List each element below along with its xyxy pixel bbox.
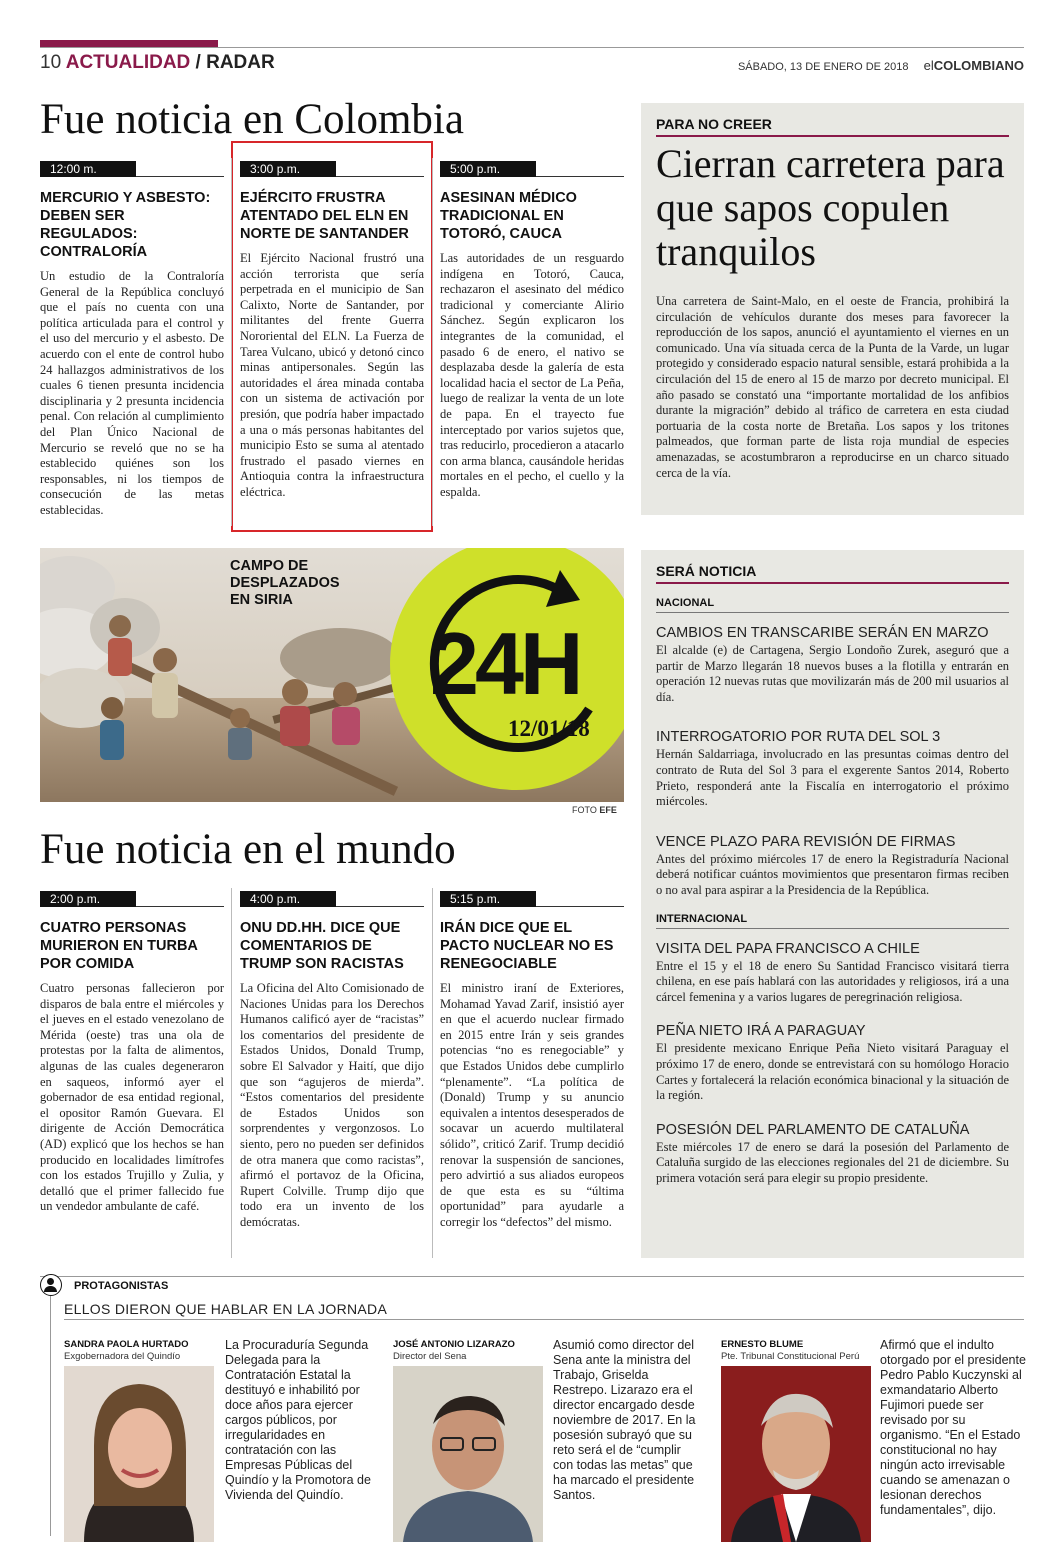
protagonist-name: SANDRA PAOLA HURTADO	[64, 1339, 189, 1350]
para-no-creer-box	[641, 103, 1024, 515]
news-headline: VISITA DEL PAPA FRANCISCO A CHILE	[656, 940, 920, 957]
story-time: 4:00 p.m.	[240, 891, 336, 907]
protagonistas-top-rule	[40, 1276, 1024, 1277]
brand-name: COLOMBIANO	[933, 58, 1024, 73]
protagonist-3	[721, 1339, 859, 1362]
colombia-story-2	[240, 158, 424, 501]
header-separator: /	[195, 52, 201, 73]
sera-noticia-box	[641, 550, 1024, 1258]
story-time: 12:00 m.	[40, 161, 136, 177]
24h-badge-text: 24H	[430, 614, 580, 713]
story-headline: ONU DD.HH. DICE QUE COMENTARIOS DE TRUMP SON RACISTAS	[240, 920, 404, 972]
news-body: El presidente mexicano Enrique Peña Nieto visitará Paraguay el próximo 17 de enero, donde se entrevistará con su homólogo Horacio Cartes y fortalecerá la relación económica binacional y la situación de la región.	[656, 1041, 1009, 1103]
protagonistas-subtitle: ELLOS DIERON QUE HABLAR EN LA JORNADA	[64, 1301, 388, 1317]
person-icon	[40, 1274, 62, 1296]
photo-credit-source: EFE	[599, 805, 617, 815]
protagonist-2-photo	[393, 1366, 543, 1542]
protagonist-role: Director del Sena	[393, 1351, 467, 1362]
page-header	[40, 52, 275, 74]
story-body: La Oficina del Alto Comisionado de Naciones Unidas para los Derechos Humanos calificó ayer de “racistas” los comentarios del presidente de Estados Unidos, Donald Trump, sobre El Salvador y Haití, que dijo que son “agujeros de mierda”. “Estos comentarios del presidente de Estados Unidos son sorprendentes y vergonzosos. Lo siento, pero no pueden ser definidos de otra manera que como racistas”, afirmó el portavoz de la Oficina, Rupert Colville. Trump dijo que todo era un invento de los demócratas.	[240, 981, 424, 1229]
news-headline: INTERROGATORIO POR RUTA DEL SOL 3	[656, 729, 941, 746]
sapos-body: Una carretera de Saint-Malo, en el oeste de Francia, prohibirá la circulación de vehículos durante dos meses para favorecer la reproducción de los sapos, anunció el ayuntamiento el viernes en un comunicado. Una vía situada cerca de la Punta de la Varde, un lugar protegido y considerado espacio natural sensible, estará prohibida a la circulación del 15 de enero al 15 de marzo por decreto municipal. El año pasado se constató una “importante mortalidad de los anfibios durante la migración” debido al tráfico de carretera en esta ciudad portuaria de la costa norte de Bretaña. Los sapos y los tritones palmeados, que forman parte de lista roja mundial de especies amenazadas, se acostumbraron a reproducirse en un charco situado cerca de la vía.	[656, 294, 1009, 480]
story-body: Cuatro personas fallecieron por disparos de bala entre el miércoles y el jueves en el estado venezolano de Mérida (oeste) tras una ola de protestas por la falta de alimentos, algunas de las cuales degeneraron en saqueos, informó ayer el gobernador de esa entidad regional, el opositor Ramón Guevara. El dirigente de Acción Democrática (AD) explicó que los hechos se han producido en localidades limítrofes con los estados Trujillo y Zulia, y detalló que el primer fallecido fue un vendedor ambulante de café.	[40, 981, 224, 1214]
photo-credit	[572, 805, 617, 815]
sub-rule	[656, 928, 1009, 929]
story-time: 5:00 p.m.	[440, 161, 536, 177]
sera-noticia-label: SERÁ NOTICIA	[656, 563, 757, 579]
protagonist-role: Exgobernadora del Quindío	[64, 1351, 181, 1362]
portrait-image	[64, 1366, 214, 1542]
news-body: El alcalde (e) de Cartagena, Sergio Londoño Zurek, aseguró que a partir de Marzo llegarán 18 nuevos buses a la flotilla y entrarán en operación 12 nuevas rutas que movilizarán más de 200 mil usuarios al día.	[656, 643, 1009, 704]
story-body: El Ejército Nacional frustró una acción terrorista que sería perpetrada en el municipio de San Calixto, Norte de Santander, por militantes del frente Guerra Nororiental del ELN. La Fuerza de Tarea Vulcano, ubicó y detonó cinco minas antipersonales. Según las autoridades el área minada contaba con un sistema de activación por presión, que podría haber impactado a una o más personas habitantes del municipio Esto se suma al atentado frustrado el pasado viernes en Antioquia contra la infraestructura eléctrica.	[240, 251, 424, 499]
story-body: El ministro iraní de Exteriores, Mohamad Yavad Zarif, insistió ayer en que el acuerdo nuclear firmado en 2015 entre Irán y seis grandes potencias “no es renegociable” y que Estados Unidos debe cumplirlo “plenamente”. “La política de (Donald) Trump y su anuncio equivalen a intentos desesperados de socavar un acuerdo multilateral sólido”, criticó Zarif. Trump decidió renovar la suspensión de sanciones, pero advirtió a sus aliados europeos de que esta es su “última oportunidad” para ayudarle a corregir los “defectos” del mismo.	[440, 981, 624, 1229]
news-body: Hernán Saldarriaga, involucrado en las presuntas coimas dentro del contrato de Ruta del Sol 3 para el exgerente Santos 2014, Roberto Prieto, responderá ante la Fiscalía en interrogatorio el próximo miércoles.	[656, 747, 1009, 809]
protagonist-text: La Procuraduría Segunda Delegada para la Contratación Estatal la destituyó e inhabilitó por doce años para ejercer cargos públicos, por irregularidades en contratación con las Empresas Públicas del Quindío y la Promotora de Vivienda del Quindío.	[225, 1338, 371, 1502]
protagonistas-vertical-rule	[50, 1296, 51, 1536]
page-number: 10	[40, 52, 62, 73]
internacional-label: INTERNACIONAL	[656, 912, 748, 925]
protagonist-text: Asumió como director del Sena ante la ministra del Trabajo, Griselda Restrepo. Lizarazo era el director encargado desde noviembre de 2017. En la posesión subrayó que su reto será el de “cumplir con todas las metas” que ha marcado el presidente Santos.	[553, 1338, 696, 1502]
news-headline: VENCE PLAZO PARA REVISIÓN DE FIRMAS	[656, 833, 956, 850]
subsection-name: RADAR	[206, 52, 275, 73]
label-rule	[656, 582, 1009, 584]
story-headline: IRÁN DICE QUE EL PACTO NUCLEAR NO ES RENEGOCIABLE	[440, 920, 614, 972]
para-no-creer-label: PARA NO CREER	[656, 116, 772, 132]
story-time: 3:00 p.m.	[240, 161, 336, 177]
story-headline: CUATRO PERSONAS MURIERON EN TURBA POR COMIDA	[40, 920, 198, 972]
protagonistas-label: PROTAGONISTAS	[74, 1280, 169, 1292]
story-headline: ASESINAN MÉDICO TRADICIONAL EN TOTORÓ, CAUCA	[440, 190, 577, 242]
mundo-section-title: Fue noticia en el mundo	[40, 826, 456, 873]
story-headline: EJÉRCITO FRUSTRA ATENTADO DEL ELN EN NORTE DE SANTANDER	[240, 190, 409, 242]
colombia-section-title: Fue noticia en Colombia	[40, 96, 464, 143]
column-divider	[231, 158, 232, 526]
story-body: Las autoridades de un resguardo indígena en Totoró, Cauca, rechazaron el asesinato del médico tradicional y comerciante Alirio Sánchez. Según explicaron los integrantes de la comunidad, el pasado 6 de enero, el nativo se desplazaba desde la galería de esta localidad hacia el sector de La Peña, luego de realizar la venta de un lote de papa. En el trayecto fue interceptado por varios sujetos que, tras reducirlo, procedieron a atacarlo con arma blanca, causándole heridas mortales en el pecho, el cuello y la espalda.	[440, 251, 624, 499]
news-headline: PEÑA NIETO IRÁ A PARAGUAY	[656, 1023, 866, 1040]
news-headline: POSESIÓN DEL PARLAMENTO DE CATALUÑA	[656, 1121, 970, 1138]
newspaper-brand	[924, 58, 1024, 73]
nacional-label: NACIONAL	[656, 597, 715, 609]
mundo-story-3	[440, 888, 624, 1231]
protagonist-2	[393, 1339, 515, 1362]
edition-info	[738, 58, 1024, 73]
photo-credit-label: FOTO	[572, 805, 597, 815]
column-divider	[432, 158, 433, 526]
protagonist-1-photo	[64, 1366, 214, 1542]
label-rule	[656, 135, 1009, 137]
column-divider	[432, 888, 433, 1258]
portrait-image	[721, 1366, 871, 1542]
section-name: ACTUALIDAD	[65, 52, 191, 73]
story-body: Un estudio de la Contraloría General de la República concluyó que el país no cuenta con una política articulada para el control y el uso del mercurio y el asbesto. De acuerdo con el ente de control hubo 24 hallazgos administrativos de los cuales 6 tienen presunta incidencia disciplinaria y 2 presunta incidencia penal. Con relación al cumplimiento del Plan Único Nacional de Mercurio se reveló que no se ha establecido quiénes son los responsables, ni los tiempos de consecución de las metas establecidas.	[40, 269, 224, 517]
story-time: 2:00 p.m.	[40, 891, 136, 907]
brand-prefix: el	[923, 58, 934, 73]
news-body: Entre el 15 y el 18 de enero Su Santidad Francisco visitará tierra chilena, en ese país hablará con las autoridades y religiosos, irá a una cárcel femenina y a varios lugares de peregrinación religiosa.	[656, 958, 1009, 1004]
mundo-story-2	[240, 888, 424, 1231]
protagonist-name: JOSÉ ANTONIO LIZARAZO	[393, 1339, 515, 1350]
sub-rule	[656, 612, 1009, 613]
story-time: 5:15 p.m.	[440, 891, 536, 907]
protagonist-1	[64, 1339, 189, 1362]
portrait-image	[393, 1366, 543, 1542]
protagonist-3-photo	[721, 1366, 871, 1542]
news-headline: CAMBIOS EN TRANSCARIBE SERÁN EN MARZO	[656, 625, 989, 641]
protagonistas-subtitle-rule	[64, 1319, 1024, 1320]
column-divider	[231, 888, 232, 1258]
protagonist-text: Afirmó que el indulto otorgado por el presidente Pedro Pablo Kuczynski al exmandatario Alberto Fujimori puede ser revisado por su organismo. “En el Estado constitucional no hay ningún acto irrevisable cuando se amenazan o lesionan derechos fundamentales”, dijo.	[880, 1338, 1026, 1517]
sapos-headline: Cierran carretera para que sapos copulen tranquilos	[656, 141, 1005, 274]
colombia-story-3	[440, 158, 624, 501]
syria-camp-photo	[40, 548, 624, 802]
news-body: Este miércoles 17 de enero se dará la posesión del Parlamento de Cataluña surgido de las elecciones regionales del 21 de diciembre. Su primera votación será para elegir su propio presidente.	[656, 1139, 1009, 1185]
photo-caption: CAMPO DE DESPLAZADOS EN SIRIA	[230, 558, 340, 608]
colombia-story-1	[40, 158, 224, 519]
mundo-story-1	[40, 888, 224, 1215]
24h-badge-date: 12/01/18	[508, 716, 590, 741]
header-rule	[40, 47, 1024, 48]
protagonist-role: Pte. Tribunal Constitucional Perú	[721, 1351, 860, 1362]
story-headline: MERCURIO Y ASBESTO: DEBEN SER REGULADOS: CONTRALORÍA	[40, 190, 211, 260]
edition-date: SÁBADO, 13 DE ENERO DE 2018	[737, 61, 909, 73]
news-body: Antes del próximo miércoles 17 de enero la Registraduría Nacional deberá notificar cuántos movimientos que presentaron firmas reciben o no aval para aspirar a la Presidencia de la República.	[656, 851, 1009, 897]
protagonist-name: ERNESTO BLUME	[721, 1339, 804, 1350]
